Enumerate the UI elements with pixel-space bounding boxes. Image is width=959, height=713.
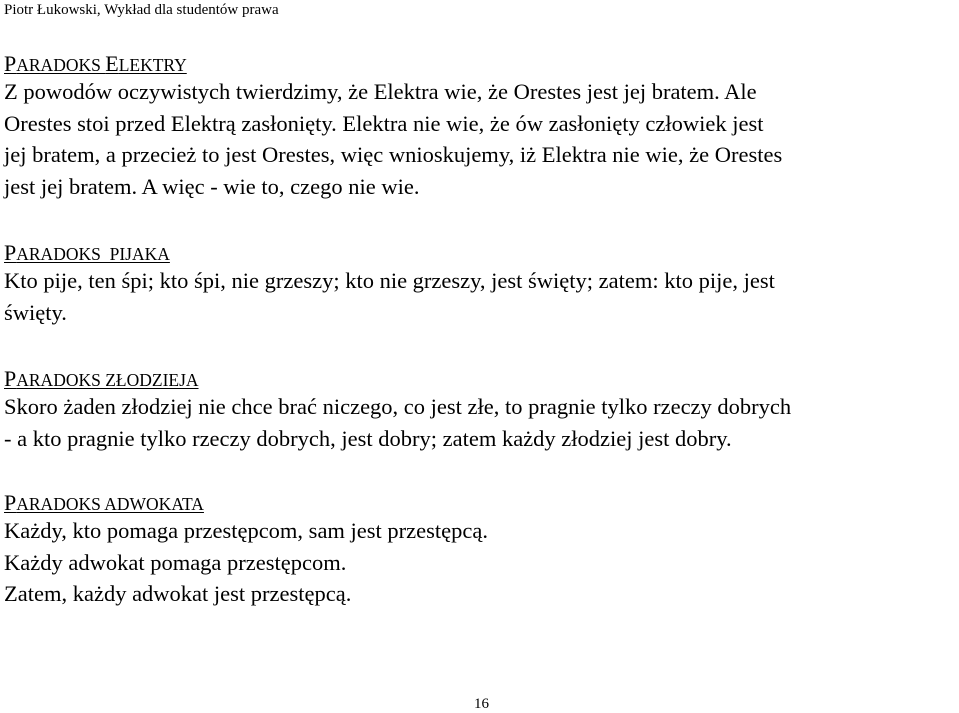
section-body	[4, 515, 955, 610]
section-paradoks-elektry	[4, 53, 955, 202]
body-line: Skoro żaden złodziej nie chce brać niczego, co jest złe, to pragnie tylko rzeczy dobrych	[4, 394, 792, 419]
body-line: - a kto pragnie tylko rzeczy dobrych, jest dobry; zatem każdy złodziej jest dobry.	[4, 425, 732, 451]
page-number: 16	[474, 696, 489, 712]
body-line: Z powodów oczywistych twierdzimy, że Elektra wie, że Orestes jest jej bratem. Ale	[4, 79, 757, 104]
section-title: PARADOKS ELEKTRY	[4, 51, 187, 76]
body-line: Każdy, kto pomaga przestępcom, sam jest przestępcą.	[4, 518, 488, 543]
section-body	[4, 76, 955, 202]
body-line: święty.	[4, 299, 67, 325]
section-paradoks-zlodzieja	[4, 368, 955, 454]
section-paradoks-pijaka	[4, 242, 955, 328]
body-line: Orestes stoi przed Elektrą zasłonięty. Elektra nie wie, że ów zasłonięty człowiek jest	[4, 110, 764, 136]
section-body	[4, 391, 955, 454]
body-line: jej bratem, a przecież to jest Orestes, więc wnioskujemy, iż Elektra nie wie, że Orestes	[4, 142, 783, 167]
body-line: Każdy adwokat pomaga przestępcom.	[4, 549, 347, 575]
section-title: PARADOKS ADWOKATA	[4, 490, 204, 515]
section-title: PARADOKS ZŁODZIEJA	[4, 366, 199, 391]
section-body	[4, 265, 955, 328]
body-line: Zatem, każdy adwokat jest przestępcą.	[4, 581, 352, 606]
body-line: jest jej bratem. A więc - wie to, czego nie wie.	[4, 173, 420, 199]
body-line: Kto pije, ten śpi; kto śpi, nie grzeszy; kto nie grzeszy, jest święty; zatem: kto pije, jest	[4, 268, 775, 293]
section-title: PARADOKS PIJAKA	[4, 240, 170, 265]
running-header: Piotr Łukowski, Wykład dla studentów prawa	[4, 2, 279, 18]
section-paradoks-adwokata	[4, 492, 955, 610]
